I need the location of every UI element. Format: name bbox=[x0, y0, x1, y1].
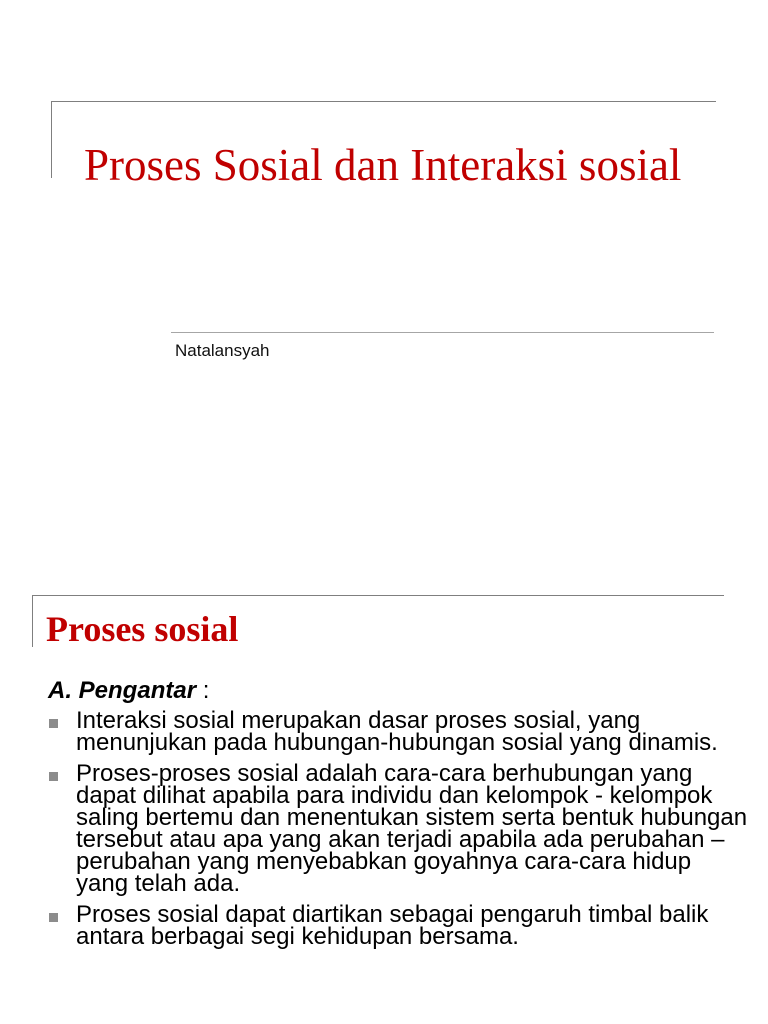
section-heading-colon: : bbox=[196, 677, 210, 704]
section-heading-label: A. Pengantar bbox=[48, 677, 197, 704]
slide-frame-top-line bbox=[51, 101, 716, 102]
section-heading bbox=[48, 677, 209, 705]
bullet-item bbox=[48, 760, 748, 897]
author-name: Natalansyah bbox=[175, 341, 270, 360]
square-bullet-icon bbox=[49, 719, 58, 728]
bullet-text: Interaksi sosial merupakan dasar proses sosial, yang menunjukan pada hubungan-hubungan sosial yang dinamis. bbox=[76, 707, 718, 756]
square-bullet-icon bbox=[49, 913, 58, 922]
slide-frame-top-line bbox=[32, 595, 724, 596]
slide-proses-sosial bbox=[0, 536, 768, 1024]
bullet-list bbox=[48, 707, 748, 957]
bullet-item bbox=[48, 707, 748, 756]
subtitle-divider bbox=[171, 332, 714, 333]
bullet-item bbox=[48, 901, 748, 950]
slide-title: Proses sosial bbox=[46, 609, 239, 649]
bullet-text: Proses sosial dapat diartikan sebagai pengaruh timbal balik antara berbagai segi kehidupan bersama. bbox=[76, 901, 709, 950]
slide-frame-left-line bbox=[51, 101, 52, 178]
presentation-title: Proses Sosial dan Interaksi sosial bbox=[84, 140, 682, 190]
square-bullet-icon bbox=[49, 772, 58, 781]
bullet-text: Proses-proses sosial adalah cara-cara berhubungan yang dapat dilihat apabila para individu dan kelompok - kelompok saling bertemu dan menentukan sistem serta bentuk hubungan tersebut atau apa yang akan terjadi apabila ada perubahan – perubahan yang menyebabkan goyahnya cara-cara hidup yang telah ada. bbox=[76, 760, 748, 897]
slide-frame-left-line bbox=[32, 595, 33, 647]
